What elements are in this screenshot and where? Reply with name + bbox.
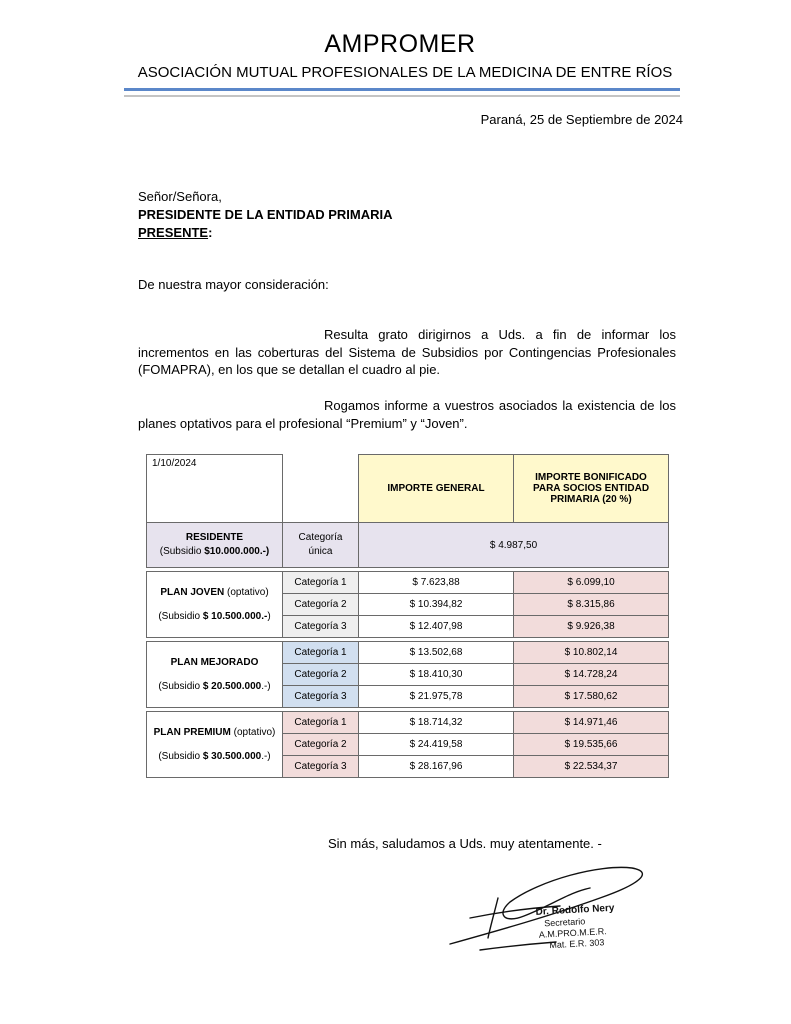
salutation: Señor/Señora, [138,189,222,204]
signature-name: Dr. Rodolfo Nery [535,902,615,918]
paragraph-2-text: Rogamos informe a vuestros asociados la existencia de los planes optativos para el profesional “Premium” y “Joven”. [138,398,676,431]
greeting: De nuestra mayor consideración: [138,277,329,292]
org-full-name: ASOCIACIÓN MUTUAL PROFESIONALES DE LA MEDICINA DE ENTRE RÍOS [137,64,673,81]
presente-line [138,224,212,241]
subsidy-table [146,454,669,778]
importe-bonificado-cell: $ 19.535,66 [514,734,669,756]
table-row [147,572,669,594]
col-header-bonificado: IMPORTE BONIFICADO PARA SOCIOS ENTIDAD PRIMARIA (20 %) [514,455,669,523]
col-header-general: IMPORTE GENERAL [359,455,514,523]
categoria-cell: Categoría 1 [283,712,359,734]
categoria-cell: Categoría 2 [283,664,359,686]
importe-bonificado-cell: $ 6.099,10 [514,572,669,594]
importe-bonificado-cell: $ 9.926,38 [514,616,669,638]
importe-general-cell: $ 12.407,98 [359,616,514,638]
importe-general-cell: $ 28.167,96 [359,756,514,778]
table-row [147,642,669,664]
importe-bonificado-cell: $ 22.534,37 [514,756,669,778]
residente-categoria: Categoría única [283,523,359,568]
categoria-cell: Categoría 3 [283,616,359,638]
importe-bonificado-cell: $ 14.728,24 [514,664,669,686]
closing-line: Sin más, saludamos a Uds. muy atentamente. - [328,836,602,851]
signature [440,858,660,958]
signature-org: A.M.PRO.M.E.R. [538,926,607,940]
importe-general-cell: $ 18.410,30 [359,664,514,686]
importe-general-cell: $ 7.623,88 [359,572,514,594]
importe-bonificado-cell: $ 8.315,86 [514,594,669,616]
importe-general-cell: $ 21.975,78 [359,686,514,708]
importe-bonificado-cell: $ 17.580,62 [514,686,669,708]
categoria-cell: Categoría 3 [283,686,359,708]
residente-name: RESIDENTE [185,532,244,543]
plan-premium-label: PLAN PREMIUM (optativo) (Subsidio $ 30.500.000.-) [147,712,283,778]
categoria-cell: Categoría 2 [283,594,359,616]
signature-role: Secretario [543,916,586,929]
presente-label: PRESENTE [138,225,209,240]
presente-colon: : [208,225,213,240]
categoria-cell: Categoría 3 [283,756,359,778]
table-date: 1/10/2024 [147,455,283,523]
importe-general-cell: $ 10.394,82 [359,594,514,616]
importe-general-cell: $ 18.714,32 [359,712,514,734]
plan-mejorado-label: PLAN MEJORADO (Subsidio $ 20.500.000.-) [147,642,283,708]
paragraph-1-text: Resulta grato dirigirnos a Uds. a fin de informar los incrementos en las coberturas del Sistema de Subsidios por Contingencias Profesionales (FOMAPRA), en los que se detallan el cuadro al pie. [138,327,676,377]
importe-general-cell: $ 13.502,68 [359,642,514,664]
categoria-cell: Categoría 2 [283,734,359,756]
importe-general-cell: $ 24.419,58 [359,734,514,756]
plan-joven-label: PLAN JOVEN (optativo) (Subsidio $ 10.500.000.-) [147,572,283,638]
org-name: AMPROMER [324,30,476,58]
header-rule-blue [124,88,680,91]
importe-bonificado-cell: $ 10.802,14 [514,642,669,664]
paragraph-1 [138,326,676,379]
header-rule-gray [124,95,680,97]
date-line: Paraná, 25 de Septiembre de 2024 [480,112,683,127]
residente-label [147,523,283,568]
categoria-cell: Categoría 1 [283,642,359,664]
importe-bonificado-cell: $ 14.971,46 [514,712,669,734]
categoria-cell: Categoría 1 [283,572,359,594]
signature-matricula: Mat. E.R. 303 [549,937,605,951]
paragraph-2 [138,397,676,432]
residente-importe: $ 4.987,50 [359,523,669,568]
table-row [147,712,669,734]
residente-subsidio: (Subsidio $10.000.000.-) [159,546,270,557]
recipient-title: PRESIDENTE DE LA ENTIDAD PRIMARIA [138,207,393,222]
